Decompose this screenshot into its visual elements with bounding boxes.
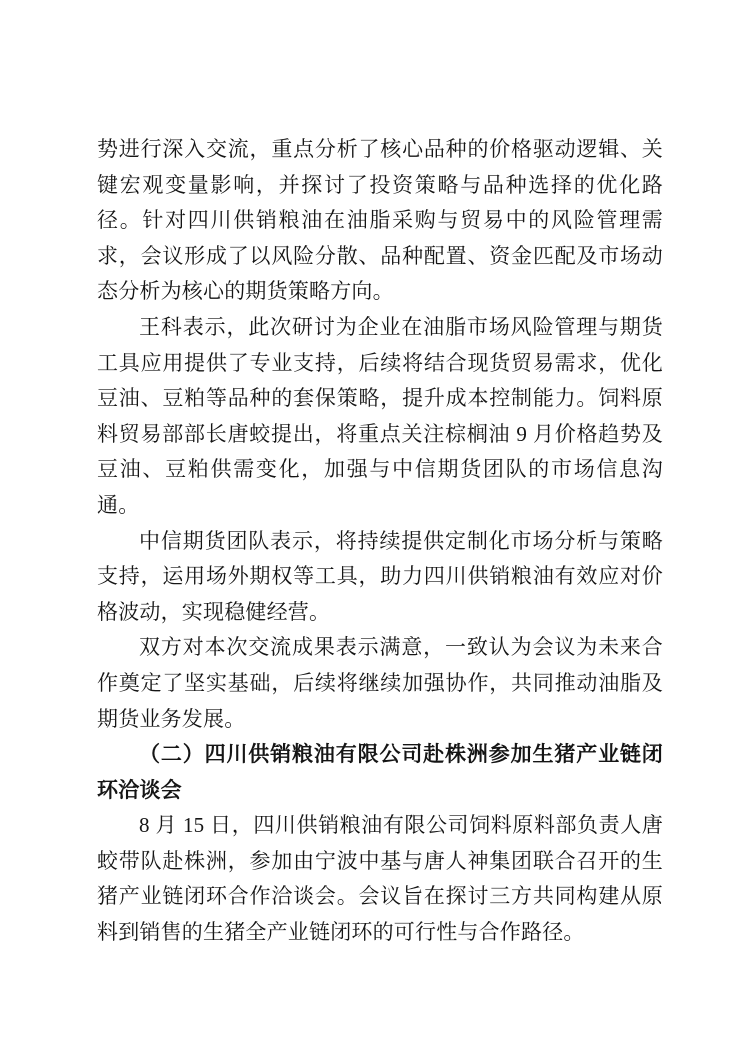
section-heading-zhuzhou-meeting: （二）四川供销粮油有限公司赴株洲参加生猪产业链闭环洽谈会 [97,742,663,802]
paragraph-mutual-satisfaction: 双方对本次交流成果表示满意，一致认为会议为未来合作奠定了坚实基础，后续将继续加强协作，共同推动油脂及期货业务发展。 [97,635,663,731]
document-content [97,132,663,951]
paragraph-continuation: 势进行深入交流，重点分析了核心品种的价格驱动逻辑、关键宏观变量影响，并探讨了投资策略与品种选择的优化路径。针对四川供销粮油在油脂采购与贸易中的风险管理需求，会议形成了以风险分散、品种配置、资金匹配及市场动态分析为核心的期货策略方向。 [97,137,663,304]
paragraph-citic-futures-statement: 中信期货团队表示，将持续提供定制化市场分析与策略支持，运用场外期权等工具，助力四川供销粮油有效应对价格波动，实现稳健经营。 [97,528,663,624]
paragraph-wangke-statement: 王科表示，此次研讨为企业在油脂市场风险管理与期货工具应用提供了专业支持，后续将结合现货贸易需求，优化豆油、豆粕等品种的套保策略，提升成本控制能力。饲料原料贸易部部长唐蛟提出，将重点关注棕榈油 9 月价格趋势及豆油、豆粕供需变化，加强与中信期货团队的市场信息沟通。 [97,314,663,517]
paragraph-zhuzhou-meeting-details: 8 月 15 日，四川供销粮油有限公司饲料原料部负责人唐蛟带队赴株洲，参加由宁波中基与唐人神集团联合召开的生猪产业链闭环合作洽谈会。会议旨在探讨三方共同构建从原料到销售的生猪全产业链闭环的可行性与合作路径。 [97,813,663,945]
